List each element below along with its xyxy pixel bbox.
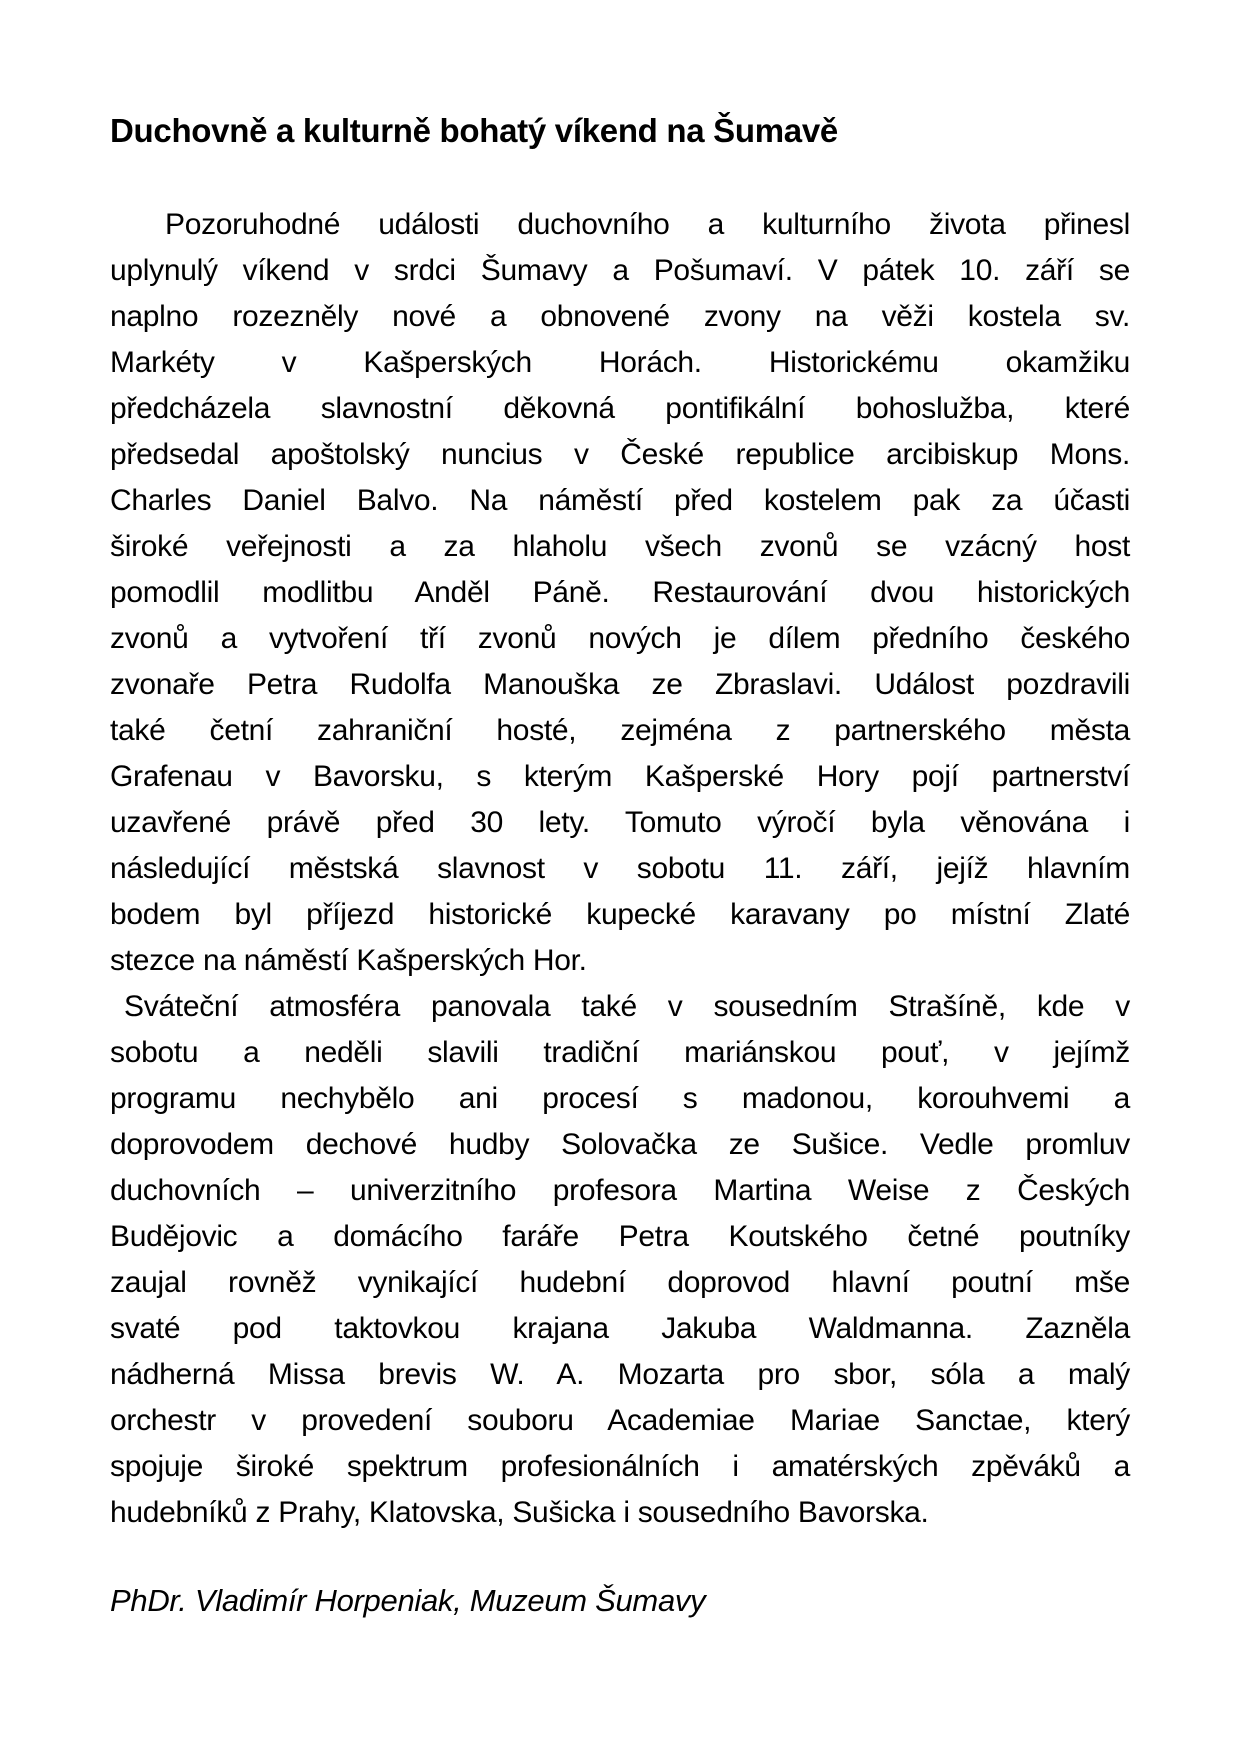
paragraph-2-line-3: programu nechybělo ani procesí s madonou, korouhvemi a — [110, 1082, 1130, 1115]
paragraph-1-line-7: Charles Daniel Balvo. Na náměstí před kostelem pak za účasti — [110, 484, 1130, 517]
paragraph-2-line-11: spojuje široké spektrum profesionálních i amatérských zpěváků a — [110, 1450, 1130, 1483]
paragraph-1-line-2: uplynulý víkend v srdci Šumavy a Pošumaví. V pátek 10. září se — [110, 254, 1130, 287]
paragraph-2-line-8: svaté pod taktovkou krajana Jakuba Waldmanna. Zazněla — [110, 1312, 1130, 1345]
paragraph-2-line-4: doprovodem dechové hudby Solovačka ze Sušice. Vedle promluv — [110, 1128, 1130, 1161]
paragraph-1-line-12: také četní zahraniční hosté, zejména z partnerského města — [110, 714, 1130, 747]
paragraph-1-line-3: naplno rozezněly nové a obnovené zvony na věži kostela sv. — [110, 300, 1130, 333]
paragraph-1-line-11: zvonaře Petra Rudolfa Manouška ze Zbraslavi. Událost pozdravili — [110, 668, 1130, 701]
paragraph-2-line-12: hudebníků z Prahy, Klatovska, Sušicka i sousedního Bavorska. — [110, 1496, 929, 1529]
paragraph-1-line-4: Markéty v Kašperských Horách. Historickému okamžiku — [110, 346, 1130, 379]
paragraph-1-line-9: pomodlil modlitbu Anděl Páně. Restaurování dvou historických — [110, 576, 1130, 609]
paragraph-1-line-13: Grafenau v Bavorsku, s kterým Kašperské Hory pojí partnerství — [110, 760, 1130, 793]
paragraph-1-line-1: Pozoruhodné události duchovního a kulturního života přinesl — [165, 208, 1130, 241]
paragraph-1-line-15: následující městská slavnost v sobotu 11. září, jejíž hlavním — [110, 852, 1130, 885]
paragraph-1-line-14: uzavřené právě před 30 lety. Tomuto výročí byla věnována i — [110, 806, 1130, 839]
signature-line: PhDr. Vladimír Horpeniak, Muzeum Šumavy — [110, 1583, 706, 1618]
paragraph-1-line-8: široké veřejnosti a za hlaholu všech zvonů se vzácný host — [110, 530, 1130, 563]
paragraph-2-line-7: zaujal rovněž vynikající hudební doprovod hlavní poutní mše — [110, 1266, 1130, 1299]
paragraph-2-line-9: nádherná Missa brevis W. A. Mozarta pro sbor, sóla a malý — [110, 1358, 1130, 1391]
document-body — [110, 202, 1130, 1536]
document-title: Duchovně a kulturně bohatý víkend na Šumavě — [110, 112, 838, 149]
paragraph-1-line-5: předcházela slavnostní děkovná pontifikální bohoslužba, které — [110, 392, 1130, 425]
paragraph-2-line-1: Sváteční atmosféra panovala také v sousedním Strašíně, kde v — [124, 990, 1130, 1023]
paragraph-2-line-5: duchovních – univerzitního profesora Martina Weise z Českých — [110, 1174, 1130, 1207]
paragraph-1-line-17: stezce na náměstí Kašperských Hor. — [110, 944, 587, 977]
paragraph-1-line-10: zvonů a vytvoření tří zvonů nových je dílem předního českého — [110, 622, 1130, 655]
paragraph-1-line-16: bodem byl příjezd historické kupecké karavany po místní Zlaté — [110, 898, 1130, 931]
paragraph-2-line-10: orchestr v provedení souboru Academiae Mariae Sanctae, který — [110, 1404, 1130, 1437]
paragraph-2-line-2: sobotu a neděli slavili tradiční mariánskou pouť, v jejímž — [110, 1036, 1130, 1069]
paragraph-2-line-6: Budějovic a domácího faráře Petra Koutského četné poutníky — [110, 1220, 1130, 1253]
paragraph-1-line-6: předsedal apoštolský nuncius v České republice arcibiskup Mons. — [110, 438, 1130, 471]
